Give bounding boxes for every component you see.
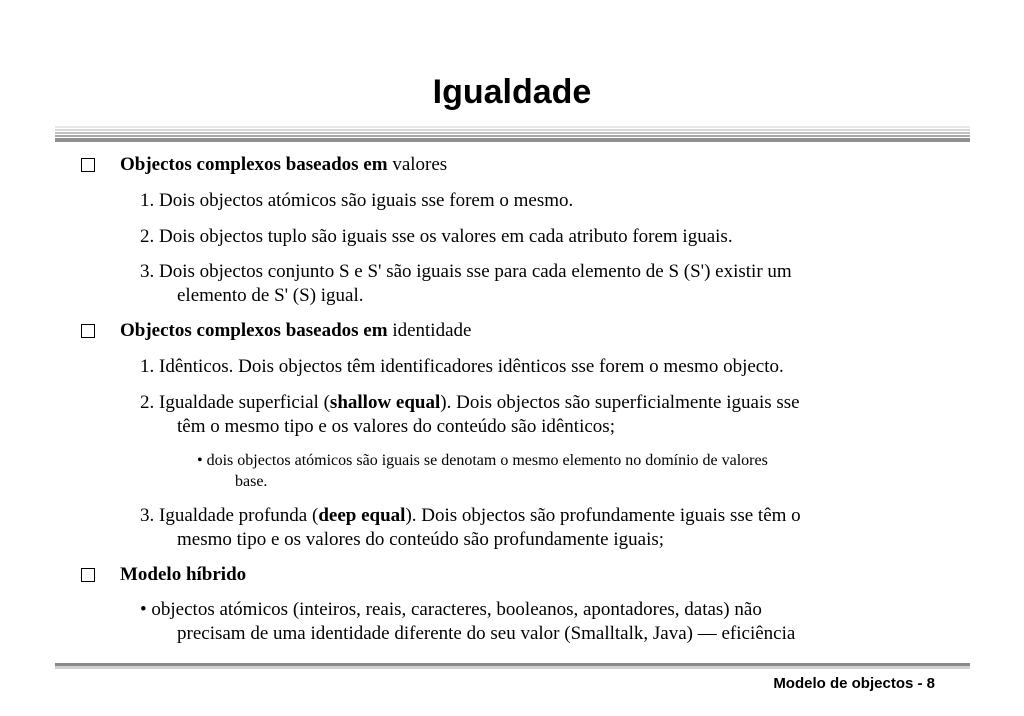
list-item: 2. Dois objectos tuplo são iguais sse os valores em cada atributo forem iguais. [140, 226, 733, 247]
list-item-continuation: têm o mesmo tipo e os valores do conteúdo são idênticos; [177, 416, 615, 437]
term-bold: deep equal [318, 505, 406, 526]
section-heading [120, 563, 246, 587]
square-bullet-icon [81, 158, 95, 172]
slide-footer [773, 675, 935, 692]
list-item-continuation: elemento de S' (S) igual. [177, 285, 364, 306]
list-item: 1. Dois objectos atómicos são iguais sse forem o mesmo. [140, 190, 574, 211]
term-bold: shallow equal [329, 392, 441, 413]
heading-bold: Objectos complexos baseados em [120, 320, 388, 341]
sub-item: • dois objectos atómicos são iguais se denotam o mesmo elemento no domínio de valores [197, 452, 768, 469]
list-item [140, 504, 801, 528]
list-item: 3. Dois objectos conjunto S e S' são iguais sse para cada elemento de S (S') existir um [140, 261, 792, 282]
section-heading [120, 153, 447, 177]
footer-label: Modelo de objectos - [773, 675, 927, 692]
item-text: ). Dois objectos são superficialmente iguais sse [440, 392, 800, 413]
list-item-continuation: precisam de uma identidade diferente do seu valor (Smalltalk, Java) — eficiência [177, 623, 796, 644]
square-bullet-icon [81, 568, 95, 582]
square-bullet-icon [81, 324, 95, 338]
section-heading [120, 319, 471, 343]
top-divider [55, 126, 970, 142]
page-number: 8 [926, 675, 935, 692]
item-text: ). Dois objectos são profundamente iguais sse têm o [405, 505, 801, 526]
item-text: 3. Igualdade profunda ( [140, 505, 319, 526]
heading-bold: Modelo híbrido [120, 564, 247, 585]
heading-rest: identidade [387, 320, 472, 341]
list-item-continuation: mesmo tipo e os valores do conteúdo são profundamente iguais; [177, 529, 665, 550]
sub-item-continuation: base. [235, 473, 268, 490]
slide-title: Igualdade [432, 73, 592, 111]
heading-rest: valores [387, 154, 448, 175]
list-item [140, 391, 800, 415]
bottom-divider [55, 663, 970, 669]
heading-bold: Objectos complexos baseados em [120, 154, 388, 175]
list-item: • objectos atómicos (inteiros, reais, caracteres, booleanos, apontadores, datas) não [140, 599, 762, 620]
list-item: 1. Idênticos. Dois objectos têm identificadores idênticos sse forem o mesmo objecto. [140, 356, 784, 377]
item-text: 2. Igualdade superficial ( [140, 392, 330, 413]
